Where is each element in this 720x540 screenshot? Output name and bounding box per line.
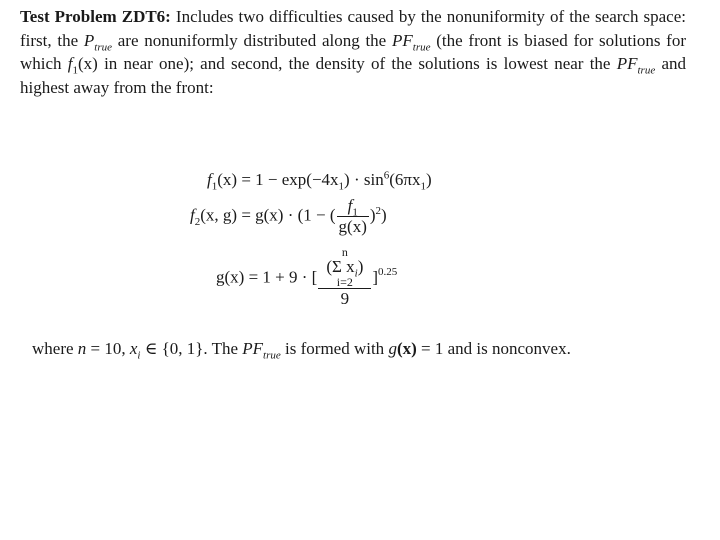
pf-true-subscript: true [412, 40, 431, 53]
eq1-rhs-d: ) [425, 170, 432, 189]
eq3-fraction [318, 246, 371, 309]
p-true-symbol: P [83, 30, 95, 50]
outro-text-4: is formed with [280, 339, 389, 358]
sum-index: i [354, 267, 358, 280]
eq3-rhs-sup: 0.25 [378, 265, 398, 278]
eq1-rhs-sub1: 1 [338, 180, 345, 193]
f1-symbol: f [67, 54, 73, 73]
problem-title: Test Problem ZDT6: [20, 7, 171, 26]
xi-symbol: x [129, 339, 138, 358]
eq2-rhs-b: ) [369, 205, 376, 225]
eq2-fraction-denominator: g(x) [338, 217, 367, 236]
eq1-rhs-sub2: 1 [420, 180, 426, 193]
equation-f1 [207, 169, 432, 193]
x-argument: (x) [78, 54, 98, 73]
outro-pf-subscript: true [263, 349, 281, 362]
outro-text-2: = 10, [86, 339, 130, 358]
eq2-num-symbol: f [347, 196, 353, 215]
eq1-rhs-c: (6πx [389, 170, 421, 189]
p-true-subscript: true [94, 40, 113, 53]
outro-g-symbol: g [388, 339, 397, 358]
eq3-fraction-numerator [318, 246, 371, 289]
n-symbol: n [77, 339, 87, 358]
outro-text-1: where [32, 339, 78, 358]
eq2-fraction-numerator [337, 196, 369, 217]
equation-f2 [190, 196, 387, 237]
eq2-lhs-arg: (x, g) [200, 205, 238, 225]
sum-upper-limit: n [341, 245, 348, 259]
eq2-rhs-sup: 2 [375, 204, 382, 217]
eq1-rhs-b: ) · sin [344, 170, 384, 189]
outro-text-3: ∈ {0, 1}. The [140, 339, 243, 358]
xi-subscript: i [137, 349, 141, 362]
sum-stack [326, 246, 363, 288]
intro-text-2: are nonuniformly distributed along the [112, 30, 392, 50]
eq3-rhs-a: = 1 + 9 · [ [244, 267, 318, 287]
eq1-rhs-sup: 6 [383, 169, 390, 182]
intro-text-4: in near one); and second, the density of the solutions is lowest near the [97, 54, 617, 73]
sum-symbol: (Σ x [326, 257, 355, 276]
eq1-rhs-a: = 1 − exp(−4x [237, 170, 339, 189]
equation-g [216, 246, 397, 309]
eq1-lhs-arg: (x) [217, 170, 238, 189]
outro-pf-symbol: PF [242, 339, 264, 358]
eq2-lhs-sub: 2 [194, 215, 201, 228]
eq3-lhs: g(x) [216, 267, 245, 287]
outro-paragraph [32, 337, 662, 360]
pf-true-symbol-2: PF [616, 54, 638, 73]
pf-true-symbol: PF [391, 30, 413, 50]
eq2-rhs-c: ) [381, 205, 387, 225]
eq3-rhs-b: ] [372, 267, 379, 287]
eq3-fraction-denominator: 9 [340, 289, 350, 308]
eq2-lhs: f [190, 205, 195, 225]
sum-close: ) [357, 257, 364, 276]
intro-text-5: and highest away from the front: [20, 54, 686, 97]
eq2-fraction [337, 196, 369, 237]
outro-gx-argument: (x) [396, 339, 417, 358]
eq2-num-sub: 1 [352, 206, 358, 219]
intro-text-1: Includes two difficulties caused by the nonuniformity of the search space: first, the [20, 7, 686, 50]
f1-subscript: 1 [72, 64, 79, 77]
eq1-lhs: f [207, 170, 212, 189]
eq2-rhs-a: = g(x) · (1 − ( [237, 205, 336, 225]
sum-lower-limit: i=2 [336, 275, 353, 289]
intro-text-3: (the front is biased for solutions for which [20, 30, 686, 73]
eq1-lhs-sub: 1 [211, 180, 218, 193]
pf-true-subscript-2: true [637, 64, 656, 77]
outro-text-5: = 1 and is nonconvex. [416, 339, 571, 358]
